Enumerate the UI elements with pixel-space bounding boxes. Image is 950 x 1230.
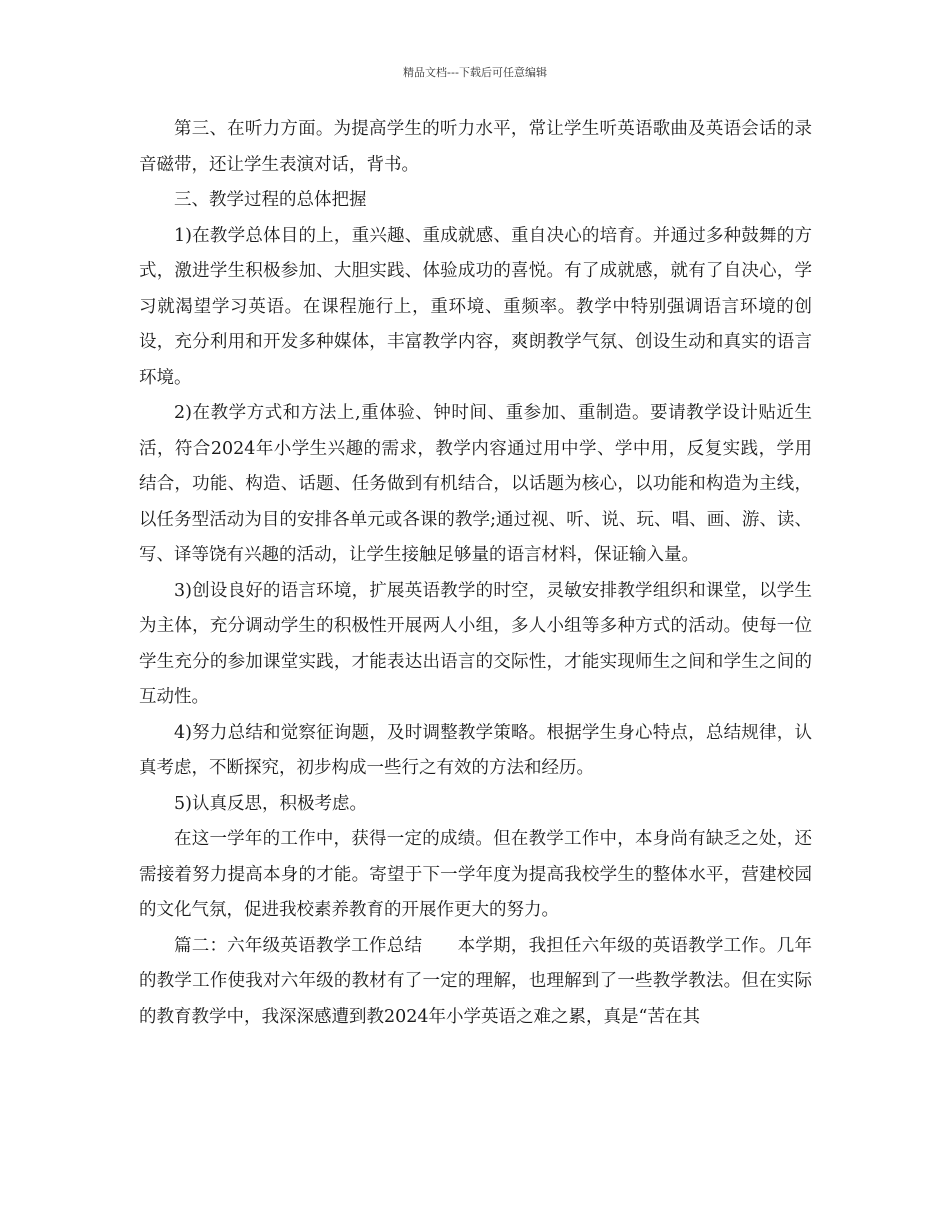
paragraph: 3)创设良好的语言环境，扩展英语教学的时空，灵敏安排教学组织和课堂，以学生为主体，充分调动学生的积极性开展两人小组，多人小组等多种方式的活动。使每一位学生充分的参加课堂实践，才能表达出语言的交际性，才能实现师生之间和学生之间的互动性。 [139, 580, 812, 707]
paragraph: 第三、在听力方面。为提高学生的听力水平，常让学生听英语歌曲及英语会话的录音磁带，还让学生表演对话，背书。 [139, 119, 812, 175]
paragraph: 1)在教学总体目的上，重兴趣、重成就感、重自决心的培育。并通过多种鼓舞的方式，激进学生积极参加、大胆实践、体验成功的喜悦。有了成就感，就有了自决心，学习就渴望学习英语。在课程施行上，重环境、重频率。教学中特别强调语言环境的创设，充分利用和开发多种媒体，丰富教学内容，爽朗教学气氛、创设生动和真实的语言环境。 [139, 225, 812, 388]
paragraph: 5)认真反思，积极考虑。 [174, 793, 367, 814]
section-heading: 三、教学过程的总体把握 [174, 190, 367, 210]
paragraph: 在这一学年的工作中，获得一定的成绩。但在教学工作中，本身尚有缺乏之处，还需接着努力提高本身的才能。寄望于下一学年度为提高我校学生的整体水平，营建校园的文化气氛，促进我校素养教育的开展作更大的努力。 [139, 829, 812, 920]
document-body [139, 112, 812, 1035]
page-header: 精品文档---下载后可任意编辑 [403, 66, 547, 79]
paragraph: 2)在教学方式和方法上,重体验、钟时间、重参加、重制造。要请教学设计贴近生活，符合2024年小学生兴趣的需求，教学内容通过用中学、学中用，反复实践，学用结合，功能、构造、话题、任务做到有机结合，以话题为核心，以功能和构造为主线，以任务型活动为目的安排各单元或各课的教学;通过视、听、说、玩、唱、画、游、读、写、译等饶有兴趣的活动，让学生接触足够量的语言材料，保证输入量。 [139, 403, 812, 565]
paragraph: 篇二：六年级英语教学工作总结 本学期，我担任六年级的英语教学工作。几年的教学工作使我对六年级的教材有了一定的理解，也理解到了一些教学教法。但在实际的教育教学中，我深深感遭到教2024年小学英语之难之累，真是“苦在其 [139, 935, 812, 1027]
paragraph: 4)努力总结和觉察征询题，及时调整教学策略。根据学生身心特点，总结规律，认真考虑，不断探究，初步构成一些行之有效的方法和经历。 [139, 722, 812, 778]
